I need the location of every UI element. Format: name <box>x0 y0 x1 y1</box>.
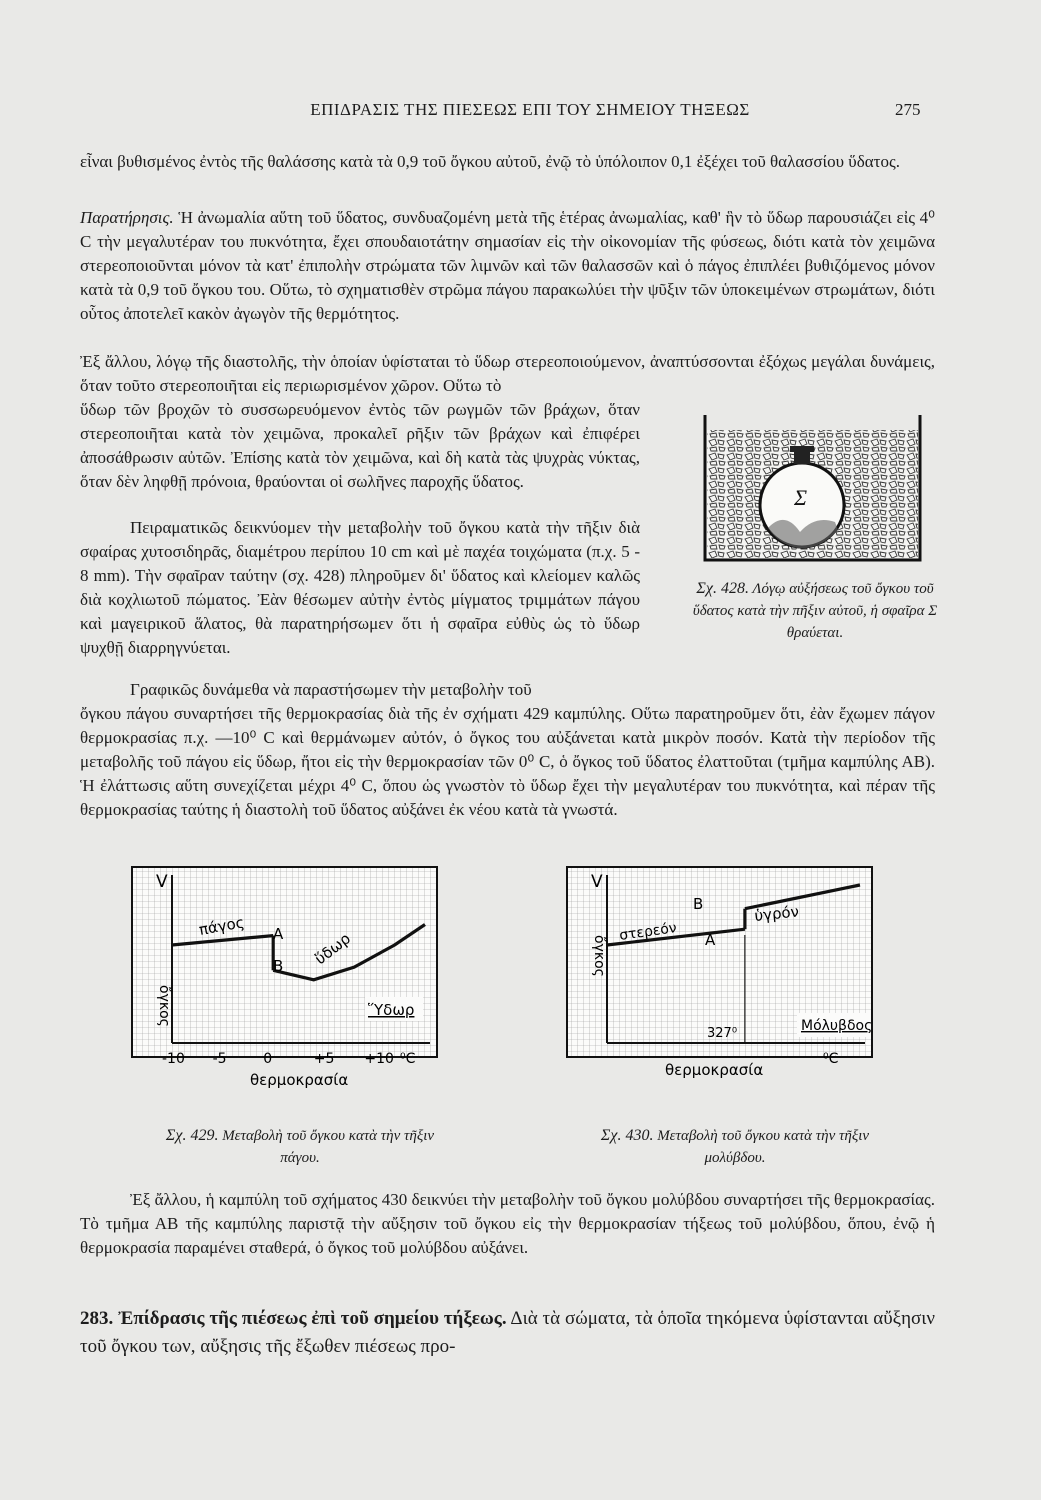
sphere-label: Σ <box>794 485 808 510</box>
page-number: 275 <box>895 100 921 119</box>
chart-429-xlabel: θερμοκρασία <box>250 1071 349 1089</box>
figure-429-chart <box>130 865 440 1090</box>
section-283-text: Διὰ τὰ σώματα, τὰ ὁποῖα τηκόμενα ὑφίστανται αὔξησιν τοῦ ὄγκου των, αὔξησις τῆς ἔξωθεν πιέσεως προ- <box>80 1308 935 1357</box>
chart-430-v-label: V <box>591 872 603 892</box>
running-header: ΕΠΙΔΡΑΣΙΣ ΤΗΣ ΠΙΕΣΕΩΣ ΕΠΙ ΤΟΥ ΣΗΜΕΙΟΥ ΤΗΞΕΩΣ <box>310 100 750 119</box>
chart-430-solid-label: στερεόν <box>618 920 678 944</box>
chart-430-xlabel: θερμοκρασία <box>665 1061 764 1079</box>
figure-430-caption <box>585 1125 885 1169</box>
section-283 <box>80 1305 935 1361</box>
chart-429-v-label: V <box>156 872 168 892</box>
x-tick-label: +10 <box>364 1051 394 1067</box>
chart-430-liquid-label: ὑγρόν <box>753 902 800 925</box>
chart-429-point-a: A <box>273 925 284 943</box>
paragraph-3a: Ἐξ ἄλλου, λόγῳ τῆς διαστολῆς, τὴν ὁποίαν ὑφίσταται τὸ ὕδωρ στερεοποιούμενον, ἀναπτύσσονται ἐξόχως μεγάλαι δυνάμεις, ὅταν τοῦτο στερεοποιῆται εἰς περιωρισμένον χῶρον. Οὕτω τὸ <box>80 352 935 395</box>
figure-428-caption <box>680 578 950 644</box>
x-tick-label: +5 <box>313 1051 335 1067</box>
chart-430-melt-tick: 327⁰ <box>707 1026 738 1041</box>
chart-429-grid <box>132 867 437 1057</box>
x-tick-label: -10 <box>162 1051 185 1067</box>
observation-text: Ἡ ἀνωμαλία αὕτη τοῦ ὕδατος, συνδυαζομένη μετὰ τῆς ἑτέρας ἀνωμαλίας, καθ' ἣν τὸ ὕδωρ παρουσιάζει εἰς 4⁰ C τὴν μεγαλυτέραν του πυκνότητα, ἔχει σπουδαιοτάτην σημασίαν εἰς τὴν οἰκονομίαν τῆς φύσεως, διότι κατὰ τὸν χειμῶνα στερεοποιοῦνται μόνον τὰ κατ' ἐπιπολὴν στρώματα τῶν λιμνῶν καὶ τῶν θαλασσῶν καὶ ὁ πάγος ἐπιπλέει βυθιζόμενος μόνον κατὰ τὰ 0,9 τοῦ ὄγκου του. Οὕτω, τὸ σχηματισθὲν στρῶμα πάγου παρακωλύει τὴν ψῦξιν τῶν ὑποκειμένων στρωμάτων, διότι οὗτος ἀποτελεῖ κακὸν ἀγωγὸν τῆς θερμότητος. <box>80 208 935 323</box>
figure-430-caption-text: Μεταβολὴ τοῦ ὄγκου κατὰ τὴν τῆξιν μολύβδου. <box>657 1128 870 1166</box>
figure-429-caption <box>150 1125 450 1169</box>
paragraph-3b: ὕδωρ τῶν βροχῶν τὸ συσσωρευόμενον ἐντὸς τῶν ρωγμῶν τῶν βράχων, ὅταν στερεοποιῆται κατὰ τὸν χειμῶνα, προκαλεῖ ρῆξιν τῶν βράχων καὶ ἐπιφέρει ἀποσάθρωσιν αὐτῶν. Ἐπίσης κατὰ τὸν χειμῶνα, καὶ δὴ κατὰ τὰς ψυχρὰς νύκτας, ὅταν δὲν ληφθῇ πρόνοια, θραύονται οἱ σωλῆνες παροχῆς ὕδατος. <box>80 400 640 491</box>
paragraph-1: εἶναι βυθισμένος ἐντὸς τῆς θαλάσσης κατὰ τὰ 0,9 τοῦ ὄγκου αὐτοῦ, ἐνῷ τὸ ὑπόλοιπον 0,1 ἐξέχει τοῦ θαλασσίου ὕδατος. <box>80 152 900 171</box>
chart-429-point-b: B <box>273 957 284 975</box>
x-tick-label: 0 <box>263 1051 273 1067</box>
paragraph-5b: ὄγκου πάγου συναρτήσει τῆς θερμοκρασίας διὰ τῆς ἐν σχήματι 429 καμπύλης. Οὕτω παρατηροῦμεν ὅτι, ἐὰν ἔχωμεν πάγον θερμοκρασίας π.χ. —10⁰ C καὶ θερμάνωμεν αὐτόν, ὁ ὄγκος του αὐξάνεται κατὰ μικρὸν ποσόν. Κατὰ τὴν περίοδον τῆς μεταβολῆς τοῦ πάγου εἰς ὕδωρ, ἤτοι εἰς τὴν θερμοκρασίαν τῶν 0⁰ C, ὁ ὄγκος τοῦ ὕδατος ἐλαττοῦται (τμῆμα καμπύλης ΑΒ). Ἡ ἐλάττωσις αὕτη συνεχίζεται μέχρι 4⁰ C, ὅπου ὡς γνωστὸν τὸ ὕδωρ ἔχει τὴν μεγαλυτέραν του πυκνότητα, καὶ πέραν τῆς θερμοκρασίας ταύτης ἡ διαστολὴ τοῦ ὕδατος αὐξάνει ἐκ νέου κατὰ τὰ γνωστά. <box>80 704 935 819</box>
chart-429-ice-label: πάγος <box>197 913 246 939</box>
chart-430-ylabel: ὄγκος <box>591 935 607 977</box>
paragraph-2 <box>80 206 935 326</box>
observation-label: Παρατήρησις. <box>80 208 174 227</box>
paragraph-6: Ἐξ ἄλλου, ἡ καμπύλη τοῦ σχήματος 430 δεικνύει τὴν μεταβολὴν τοῦ ὄγκου μολύβδου συναρτήσει τῆς θερμοκρασίας. Τὸ τμῆμα ΑΒ τῆς καμπύλης παριστᾷ τὴν αὔξησιν τοῦ ὄγκου εἰς τὴν θερμοκρασίαν τήξεως τοῦ μολύβδου, ὅπου, ἐνῷ ἡ θερμοκρασία παραμένει σταθερά, ὁ ὄγκος τοῦ μολύβδου αὐξάνει. <box>80 1190 935 1257</box>
section-283-title: Ἐπίδρασις τῆς πιέσεως ἐπὶ τοῦ σημείου τήξεως. <box>118 1308 507 1329</box>
paragraph-5a: Γραφικῶς δυνάμεθα νὰ παραστήσωμεν τὴν μεταβολὴν τοῦ <box>130 680 532 699</box>
chart-430-celsius: ⁰C <box>823 1051 839 1067</box>
figure-430-number: Σχ. 430. <box>600 1127 654 1144</box>
figure-428-number: Σχ. 428. <box>696 580 749 597</box>
chart-429-ylabel: ὄγκος <box>156 985 172 1027</box>
chart-430-point-b: B <box>693 895 704 913</box>
paragraph-4: Πειραματικῶς δεικνύομεν τὴν μεταβολὴν τοῦ ὄγκου κατὰ τὴν τῆξιν διὰ σφαίρας χυτοσιδηρᾶς, διαμέτρου περίπου 10 cm καὶ μὲ παχέα τοιχώματα (π.χ. 5 - 8 mm). Τὴν σφαῖραν ταύτην (σχ. 428) πληροῦμεν δι' ὕδατος καὶ κλείομεν καλῶς διὰ κοχλιωτοῦ πώματος. Ἐὰν θέσωμεν αὐτὴν ἐντὸς μίγματος τριμμάτων πάγου καὶ μαγειρικοῦ ἅλατος, θὰ παρατηρήσωμεν ὅτι ἡ σφαῖρα εὐθὺς ὡς τὸ ὕδωρ ψυχθῇ διαρρηγνύεται. <box>80 518 640 657</box>
chart-430-point-a: A <box>705 931 716 949</box>
chart-429-water-label: ὕδωρ <box>311 929 354 969</box>
chart-429-water-box: Ὕδωρ <box>368 1001 415 1019</box>
figure-429-caption-text: Μεταβολὴ τοῦ ὄγκου κατὰ τὴν τῆξιν πάγου. <box>222 1128 435 1166</box>
figure-429-number: Σχ. 429. <box>165 1127 219 1144</box>
figure-428-caption-text: Λόγῳ αὐξήσεως τοῦ ὄγκου τοῦ ὕδατος κατὰ τὴν πῆξιν αὐτοῦ, ἡ σφαῖρα Σ θραύεται. <box>692 581 938 641</box>
chart-430-lead-box: Μόλυβδος <box>801 1018 873 1034</box>
x-tick-label: -5 <box>212 1051 227 1067</box>
figure-428-illustration <box>690 410 935 575</box>
section-283-number: 283. <box>80 1308 114 1329</box>
figure-430-chart <box>565 865 875 1090</box>
chart-429-celsius: ⁰C <box>400 1051 416 1067</box>
